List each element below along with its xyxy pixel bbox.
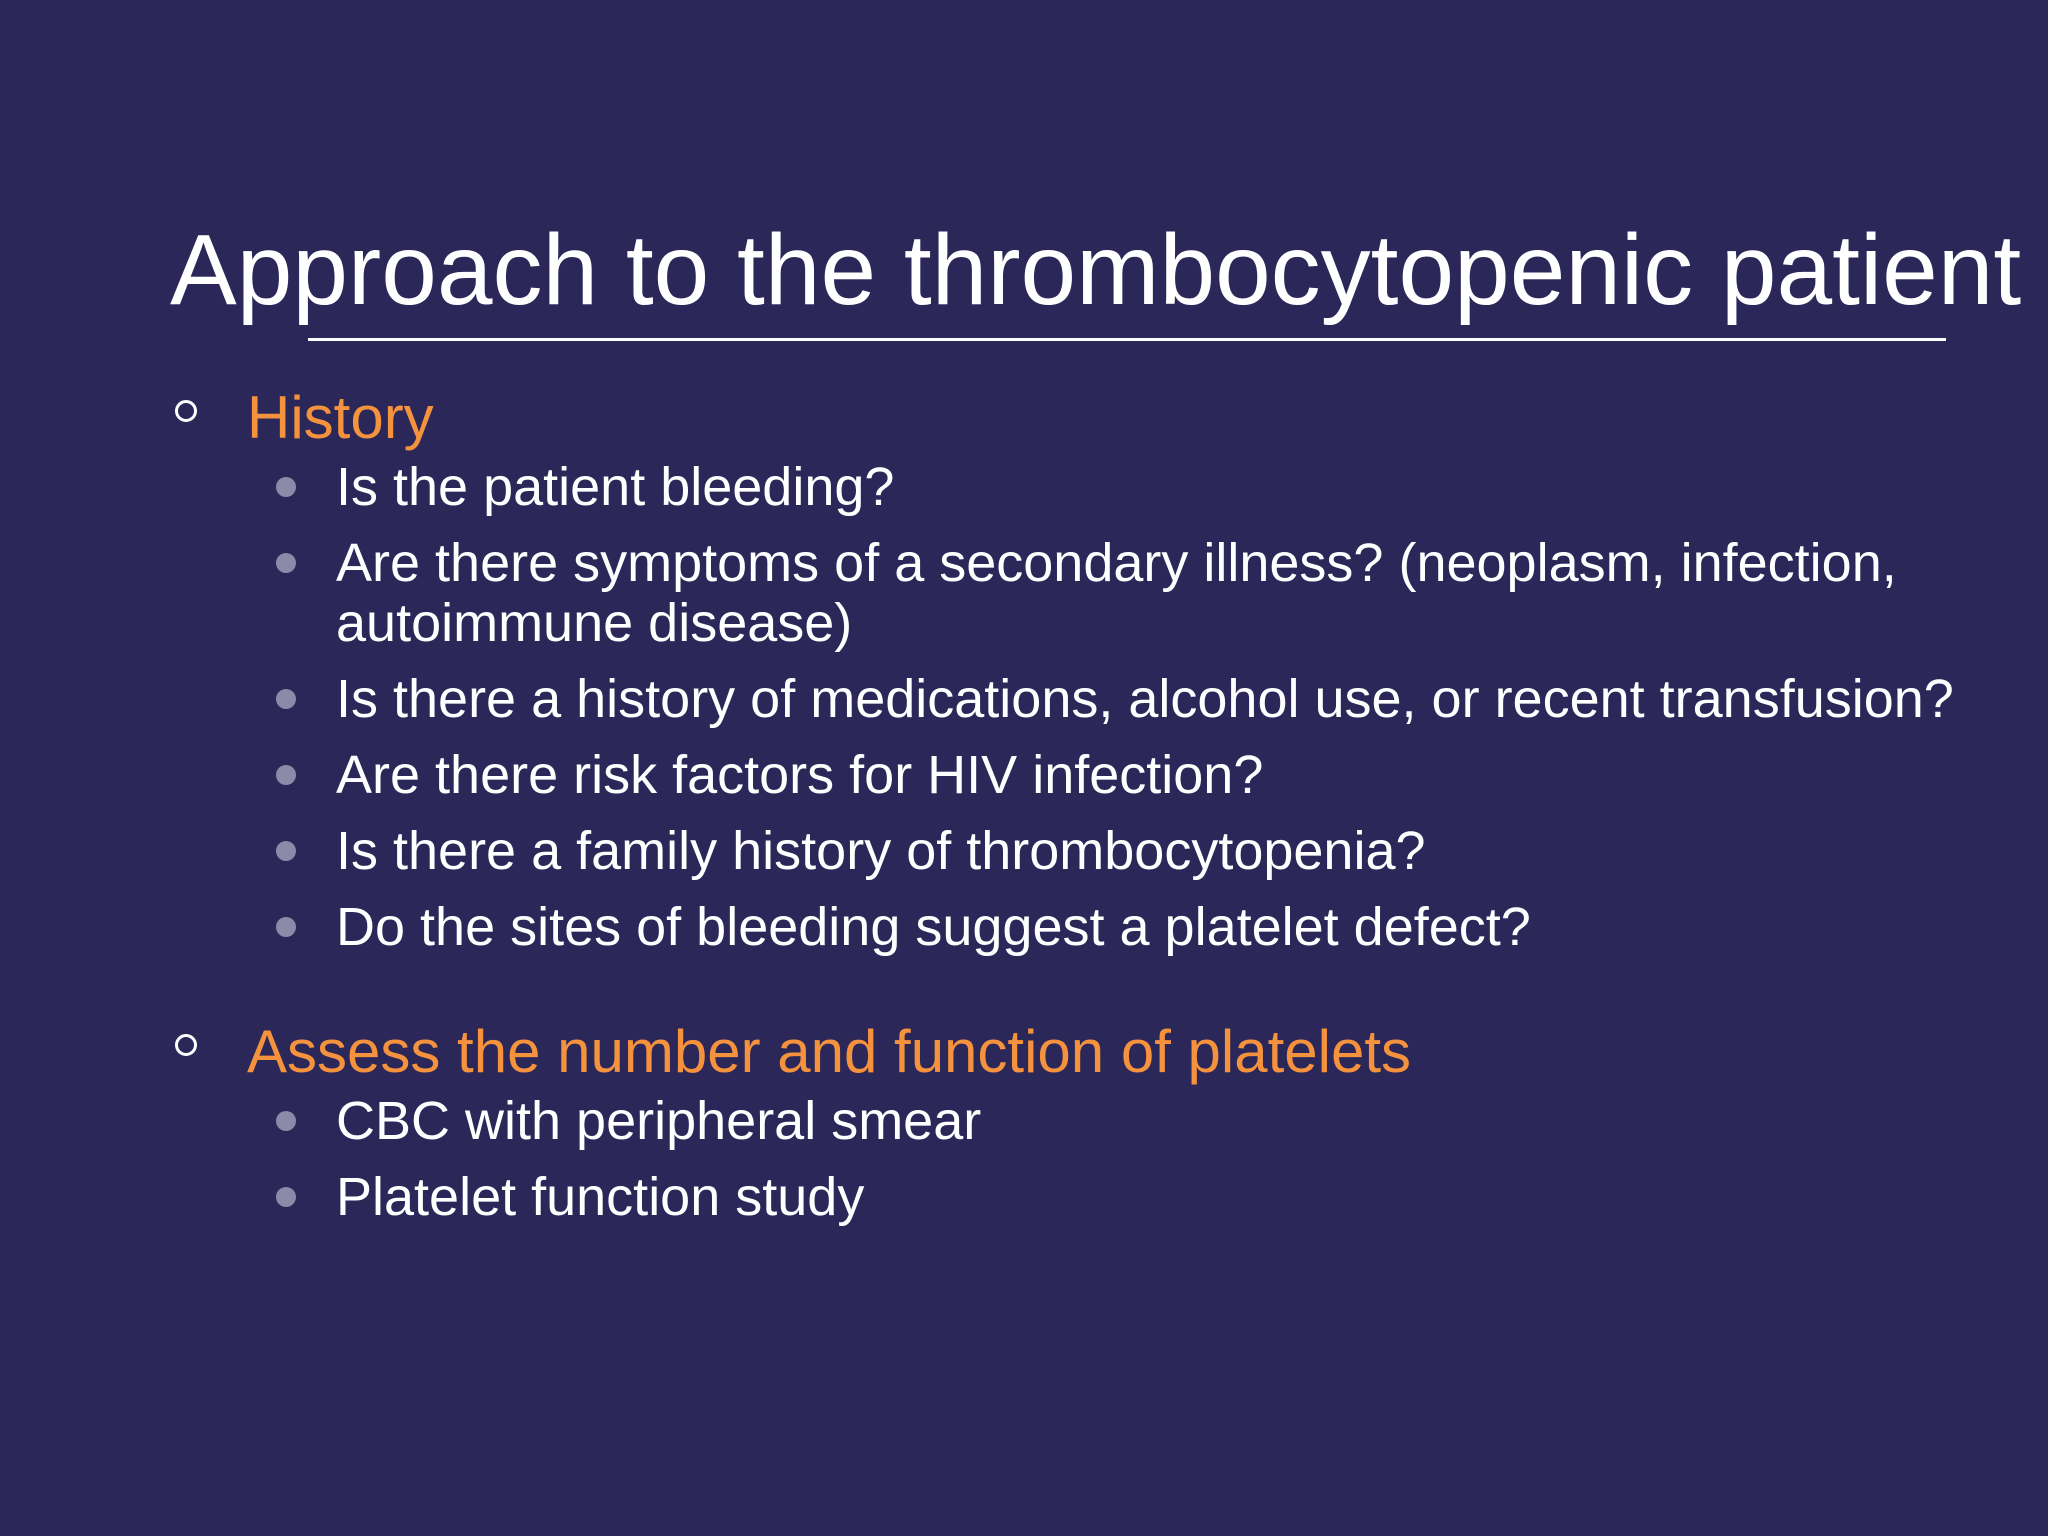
- section-heading-row: [172, 1012, 2048, 1092]
- bullet-dot-icon: [276, 1111, 296, 1131]
- list-item-text: Are there risk factors for HIV infection?: [336, 745, 1264, 805]
- bullet-dot-icon: [276, 917, 296, 937]
- section-history: [172, 378, 2048, 973]
- list-item: [336, 533, 2048, 653]
- list-item: [336, 669, 2048, 729]
- list-item-text: Is there a history of medications, alcohol use, or recent transfusion?: [336, 669, 1954, 729]
- list-item: [336, 1167, 2048, 1227]
- slide-title: Approach to the thrombocytopenic patient: [170, 214, 2022, 326]
- section-assess-platelets: [172, 1012, 2048, 1243]
- list-item-text: Are there symptoms of a secondary illness? (neoplasm, infection, autoimmune disease): [336, 533, 1897, 653]
- bullet-list: [172, 1091, 2048, 1227]
- list-item-text: Is the patient bleeding?: [336, 457, 895, 517]
- bullet-dot-icon: [276, 553, 296, 573]
- list-item: [336, 1091, 2048, 1151]
- bullet-dot-icon: [276, 841, 296, 861]
- list-item-text: Is there a family history of thrombocytopenia?: [336, 821, 1426, 881]
- bullet-dot-icon: [276, 1187, 296, 1207]
- section-heading: Assess the number and function of platelets: [247, 1018, 1412, 1085]
- hollow-circle-icon: [175, 400, 197, 422]
- list-item: [336, 897, 2048, 957]
- section-heading-row: [172, 378, 2048, 458]
- list-item-text: Do the sites of bleeding suggest a platelet defect?: [336, 897, 1531, 957]
- bullet-dot-icon: [276, 477, 296, 497]
- title-underline: [308, 338, 1946, 341]
- list-item-text: Platelet function study: [336, 1167, 865, 1227]
- bullet-list: [172, 457, 2048, 957]
- hollow-circle-icon: [175, 1034, 197, 1056]
- list-item: [336, 457, 2048, 517]
- section-heading: History: [247, 384, 434, 451]
- list-item: [336, 821, 2048, 881]
- list-item: [336, 745, 2048, 805]
- bullet-dot-icon: [276, 765, 296, 785]
- bullet-dot-icon: [276, 689, 296, 709]
- list-item-text: CBC with peripheral smear: [336, 1091, 982, 1151]
